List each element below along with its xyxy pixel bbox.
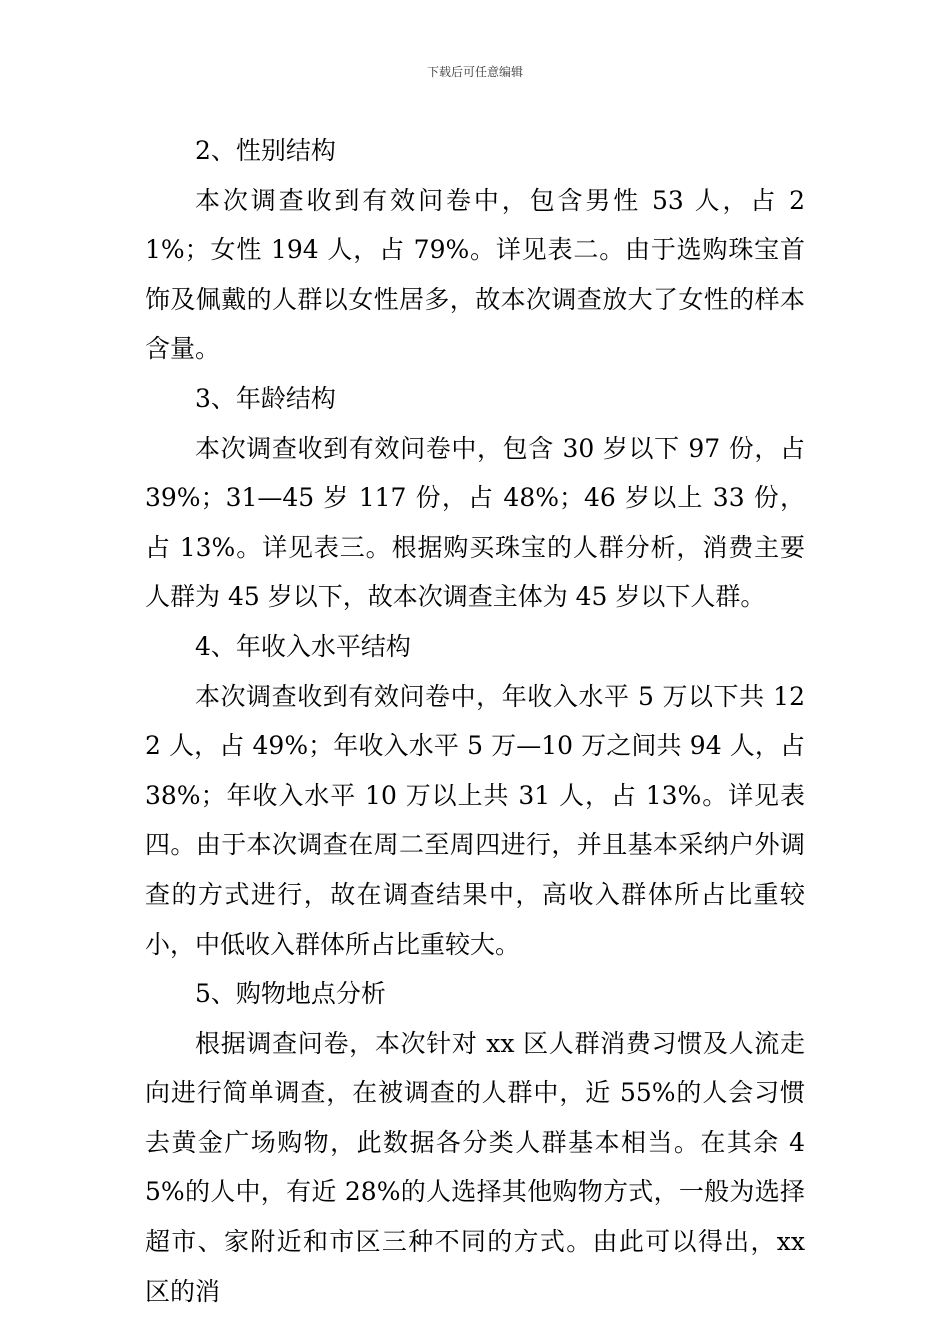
- paragraph-age: 本次调查收到有效问卷中，包含 30 岁以下 97 份，占 39%；31—45 岁 117 份，占 48%；46 岁以上 33 份，占 13%。详见表三。根据购买珠宝的人群分析，消费主要人群为 45 岁以下，故本次调查主体为 45 岁以下人群。: [145, 433, 805, 612]
- section-heading-shopping-location: 5、购物地点分析: [195, 979, 386, 1009]
- section-heading-income: 4、年收入水平结构: [195, 631, 411, 661]
- page-header: 下载后可任意编辑: [426, 65, 523, 79]
- paragraph-income: 本次调查收到有效问卷中，年收入水平 5 万以下共 122 人，占 49%；年收入水平 5 万—10 万之间共 94 人，占 38%；年收入水平 10 万以上共 31 人，占 13%。详见表四。由于本次调查在周二至周四进行，并且基本采纳户外调查的方式进行，故在调查结果中，高收入群体所占比重较小，中低收入群体所占比重较大。: [145, 681, 805, 959]
- section-heading-age: 3、年龄结构: [195, 383, 336, 413]
- document-body: [145, 126, 805, 1316]
- paragraph-shopping-location: 根据调查问卷，本次针对 xx 区人群消费习惯及人流走向进行简单调查，在被调查的人群中，近 55%的人会习惯去黄金广场购物，此数据各分类人群基本相当。在其余 45%的人中，有近 28%的人选择其他购物方式，一般为选择超市、家附近和市区三种不同的方式。由此可以得出，xx 区的消: [145, 1028, 805, 1306]
- paragraph-gender: 本次调查收到有效问卷中，包含男性 53 人，占 21%；女性 194 人，占 79%。详见表二。由于选购珠宝首饰及佩戴的人群以女性居多，故本次调查放大了女性的样本含量。: [145, 185, 805, 364]
- section-heading-gender: 2、性别结构: [195, 136, 336, 165]
